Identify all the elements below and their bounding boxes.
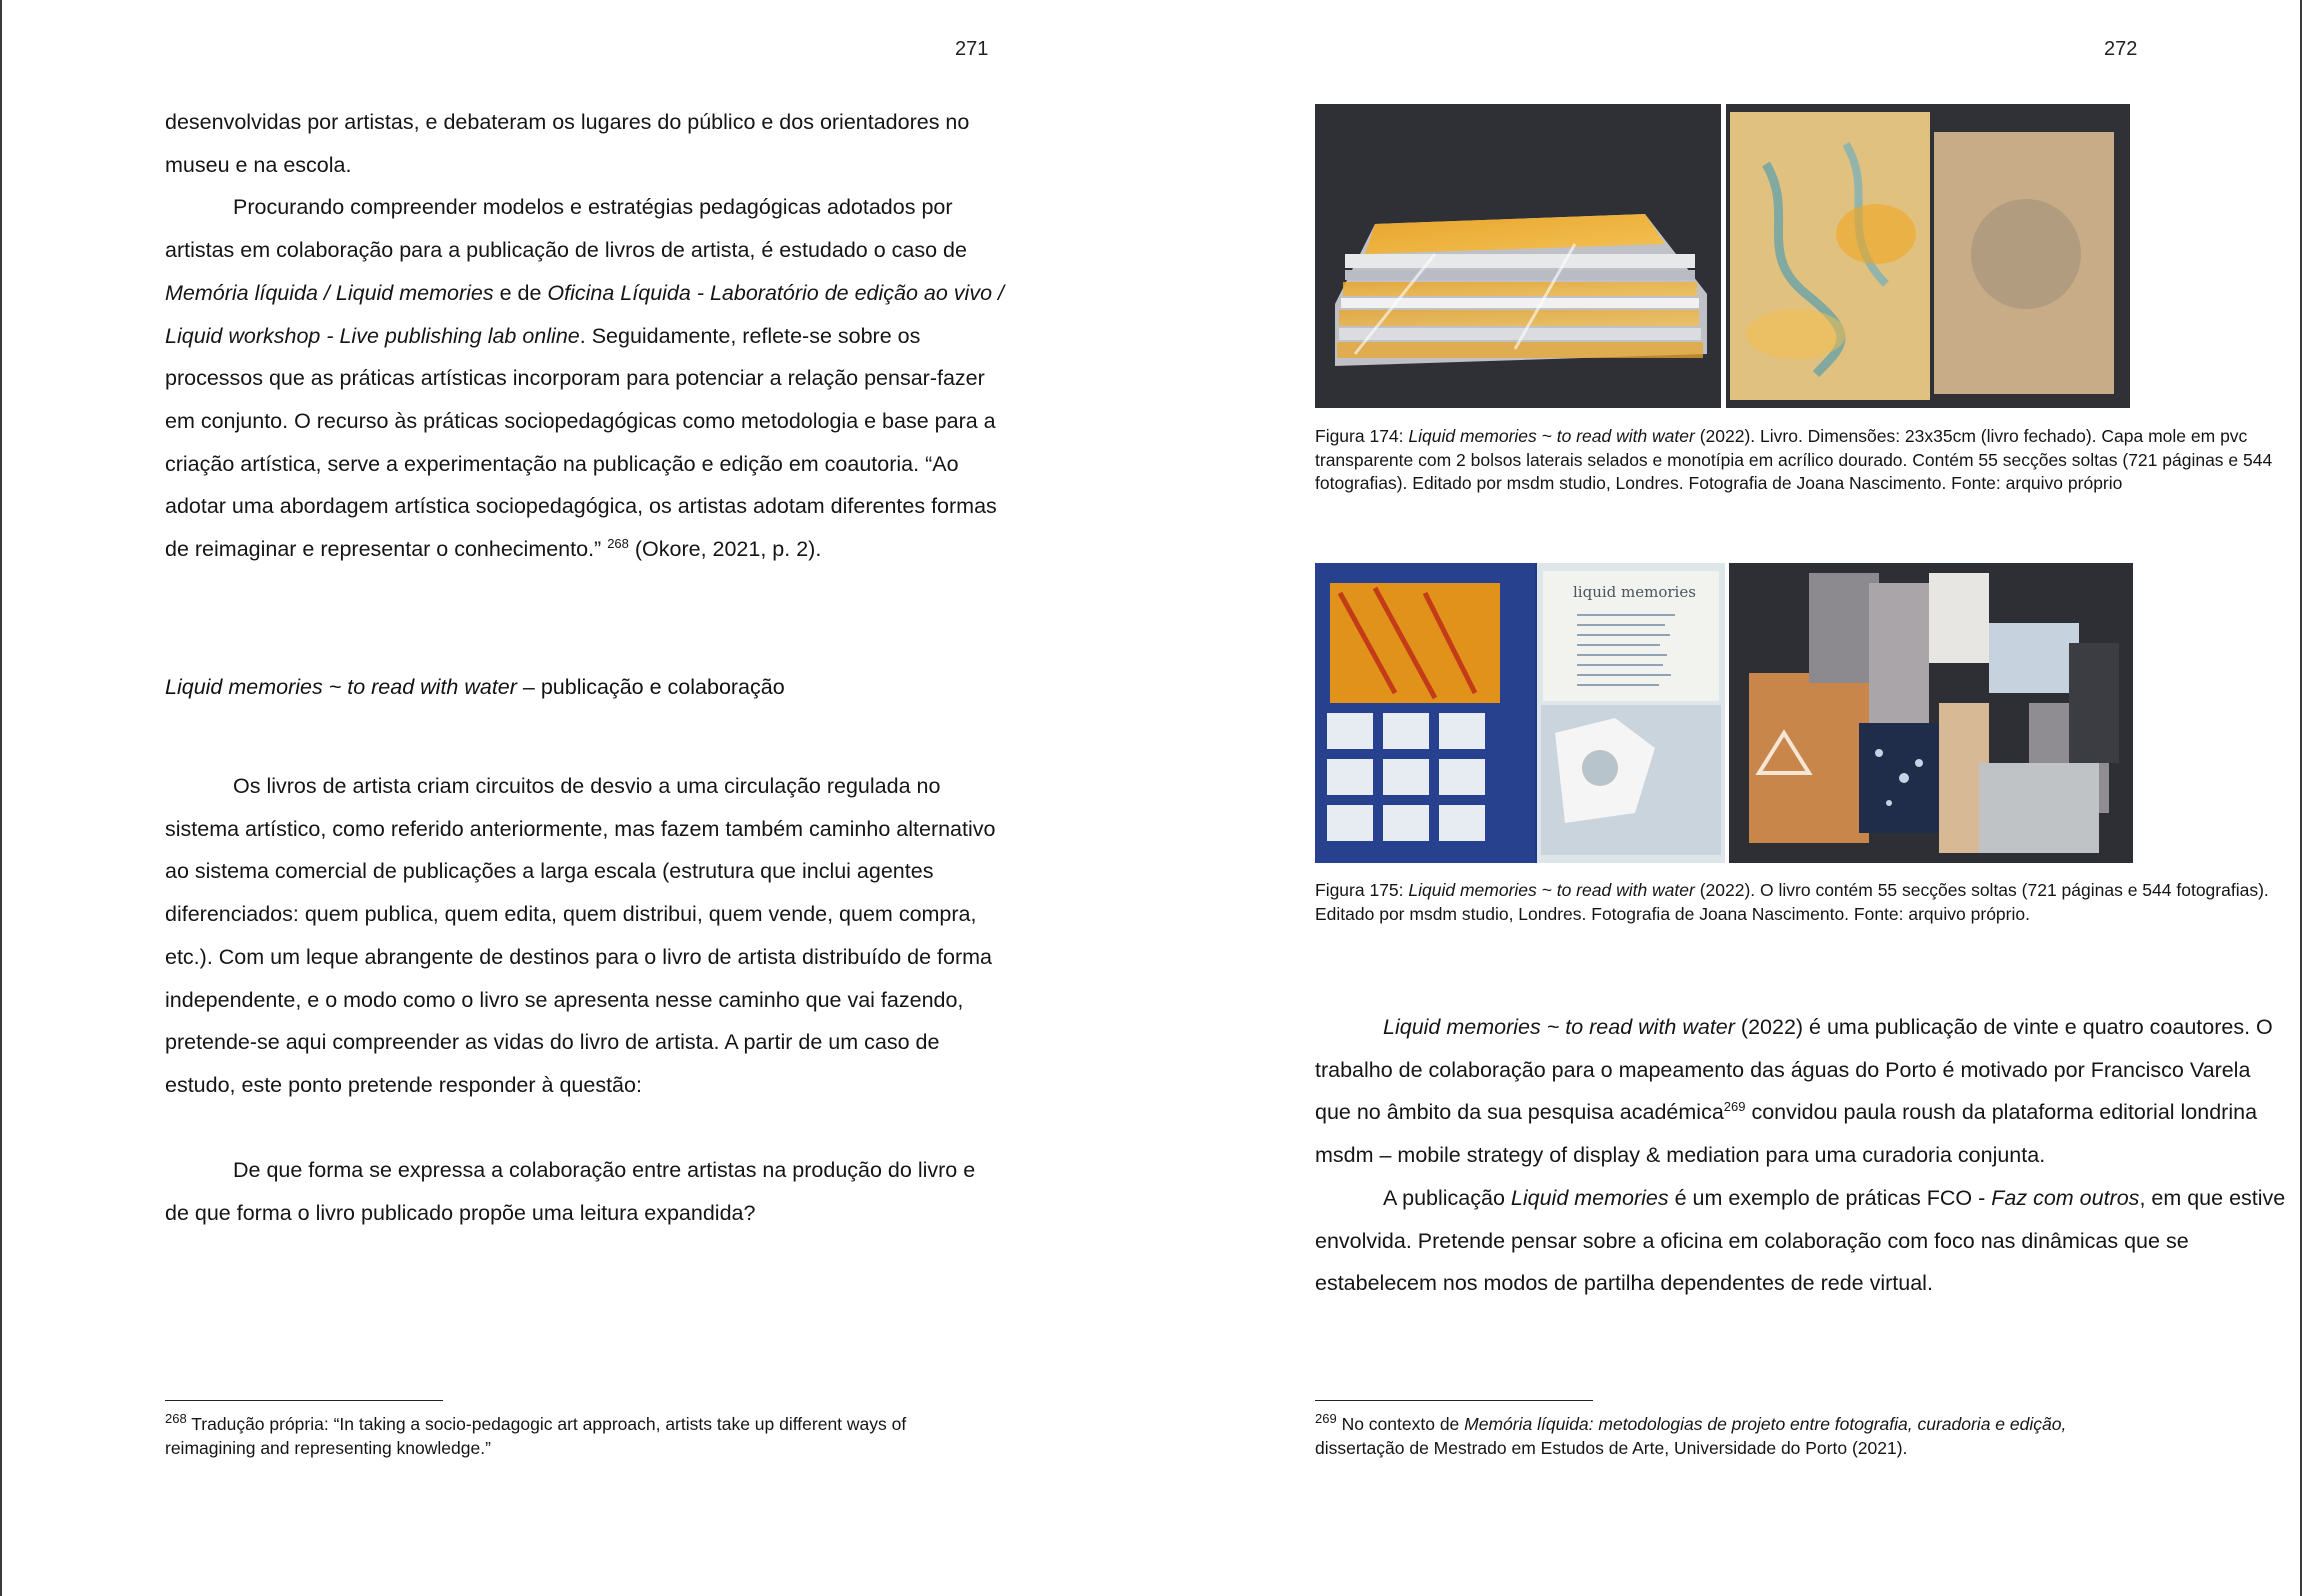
figure-174-caption: Figura 174: Liquid memories ~ to read with water (2022). Livro. Dimensões: 23x35cm (livro fechado). Capa mole em pvc transparente com 2 bolsos laterais selados e monotípia em acrílico dourado. Contém 55 secções soltas (721 páginas e 544 fotografias). Editado por msdm studio, Londres. Fotografia de Joana Nascimento. Fonte: arquivo próprio: [1315, 426, 2273, 493]
photo-book-spread-items: [1729, 563, 2133, 863]
paragraph: Procurando compreender modelos e estratégias pedagógicas adotados por artistas em colaboração para a publicação de livros de artista, é estudado o caso de Memória líquida / Liquid memories e de Oficina Líquida - Laboratório de edição ao vivo / Liquid workshop - Live publishing lab online. Seguidamente, reflete-se sobre os processos que as práticas artísticas incorporam para potenciar a relação pensar-fazer em conjunto. O recurso às práticas sociopedagógicas como metodologia e base para a criação artística, serve a experimentação na publicação e edição em coautoria. “Ao adotar uma abordagem artística sociopedagógica, os artistas adotam diferentes formas de reimaginar e representar o conhecimento.” $^{268}$ (Okore, 2021, p. 2).: [165, 195, 1004, 562]
section-heading: Liquid memories ~ to read with water – publicação e colaboração: [165, 675, 785, 699]
right-page: [1151, 0, 2302, 1596]
footnote-ref[interactable]: 268: [607, 535, 629, 551]
photo-book-front-back: [1726, 104, 2130, 408]
paragraph: A publicação Liquid memories é um exemplo de práticas FCO - Faz com outros, em que estive envolvida. Pretende pensar sobre a oficina em colaboração com foco nas dinâmicas que se estabelecem nos modos de partilha dependentes de rede virtual.: [1315, 1185, 2286, 1296]
photo-book-closed-side: [1315, 104, 1721, 408]
footnote-separator: [165, 1400, 443, 1401]
footnote-separator: [1315, 1400, 1593, 1401]
paragraph: Os livros de artista criam circuitos de desvio a uma circulação regulada no sistema artístico, como referido anteriormente, mas fazem também caminho alternativo ao sistema comercial de publicações a larga escala (estrutura que inclui agentes diferenciados: quem publica, quem edita, quem distribui, quem vende, quem compra, etc.). Com um leque abrangente de destinos para o livro de artista distribuído de forma independente, e o modo como o livro se apresenta nesse caminho que vai fazendo, pretende-se aqui compreender as vidas do livro de artista. A partir de um caso de estudo, este ponto pretende responder à questão:: [165, 774, 996, 1097]
left-body-bottom: [165, 765, 1005, 1235]
photo-cover-text: liquid memories: [1573, 583, 1696, 601]
figure-175-caption: Figura 175: Liquid memories ~ to read with water (2022). O livro contém 55 secções soltas (721 páginas e 544 fotografias). Editado por msdm studio, Londres. Fotografia de Joana Nascimento. Fonte: arquivo próprio.: [1315, 880, 2269, 924]
page-number: 272: [2104, 38, 2138, 60]
page-number: 271: [955, 38, 989, 60]
paragraph: desenvolvidas por artistas, e debateram os lugares do público e dos orientadores no museu e na escola.: [165, 110, 970, 177]
left-body-top: [165, 101, 1005, 571]
footnote-ref[interactable]: 269: [1723, 1099, 1746, 1115]
paragraph: Liquid memories ~ to read with water (2022) é uma publicação de vinte e quatro coautores. O trabalho de colaboração para o mapeamento das águas do Porto é motivado por Francisco Varela que no âmbito da sua pesquisa académica$^{269}$ convidou paula roush da plataforma editorial londrina msdm – mobile strategy of display & mediation para uma curadoria conjunta.: [1315, 1015, 2273, 1168]
footnote-268: $^{268}$ Tradução própria: “In taking a socio-pedagogic art approach, artists take up different ways of reimagining and representing knowledge.”: [165, 1411, 907, 1458]
research-question: De que forma se expressa a colaboração entre artistas na produção do livro e de que forma o livro publicado propõe uma leitura expandida?: [165, 1158, 976, 1226]
footnote-269: $^{269}$ No contexto de Memória líquida: metodologias de projeto entre fotografia, curadoria e edição, dissertação de Mestrado em Estudos de Arte, Universidade do Porto (2021).: [1315, 1411, 2067, 1458]
right-body: [1315, 1006, 2287, 1305]
photo-book-open-contents: [1315, 563, 1725, 863]
